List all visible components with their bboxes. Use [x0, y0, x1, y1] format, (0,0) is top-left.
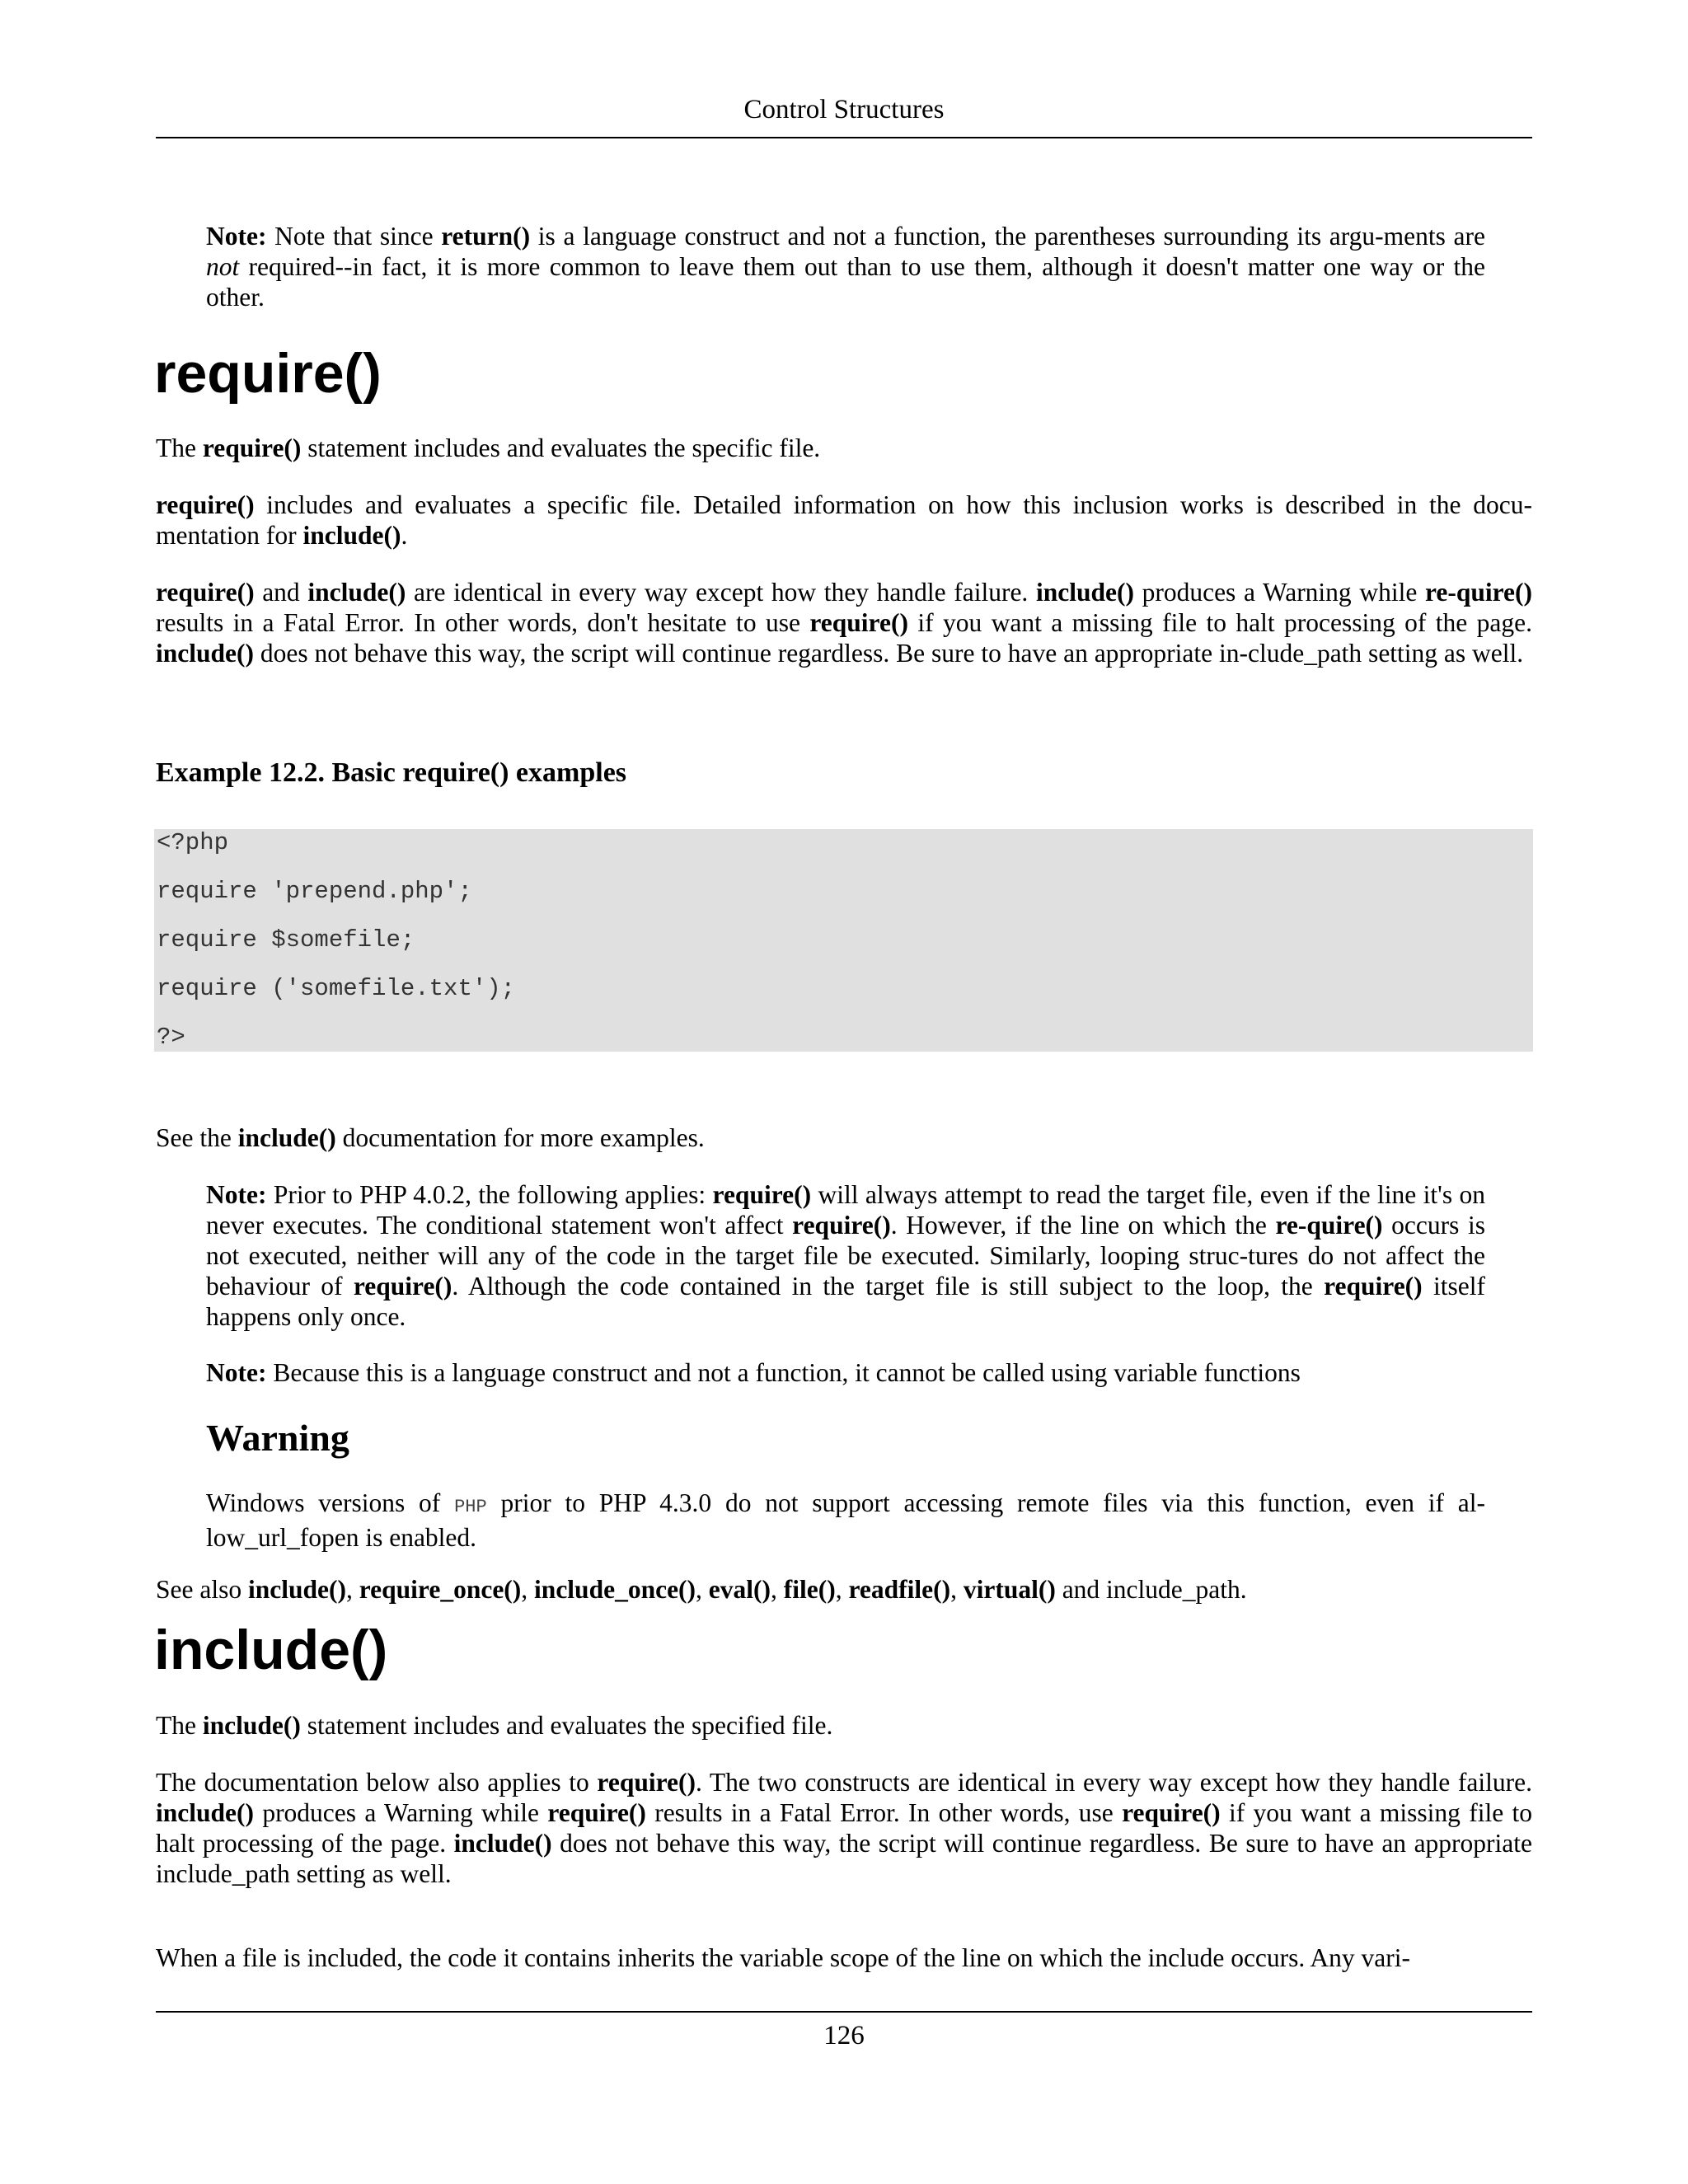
section-title-include: include() — [154, 1619, 388, 1681]
require-paragraph-2: require() includes and evaluates a specific file. Detailed information on how this inclusion works is described in the docu-mentation for include(). — [156, 490, 1532, 550]
require-paragraph-3: require() and include() are identical in every way except how they handle failure. include() produces a Warning while re-quire() results in a Fatal Error. In other words, don't hesitate to use require() if you want a missing file to halt processing of the page. include() does not behave this way, the script will continue regardless. Be sure to have an appropriate in-clude_path setting as well. — [156, 578, 1532, 668]
example-title: Example 12.2. Basic require() examples — [156, 757, 627, 788]
include-intro: The include() statement includes and evaluates the specified file. — [156, 1711, 833, 1740]
warning-title: Warning — [206, 1417, 349, 1459]
include-paragraph-3: When a file is included, the code it contains inherits the variable scope of the line on which the include occurs. Any vari- — [156, 1943, 1411, 1972]
see-also: See also include(), require_once(), include_once(), eval(), file(), readfile(), virtual() and include_path. — [156, 1575, 1247, 1604]
code-line: <?php — [157, 829, 229, 856]
note-label: Note: — [206, 1180, 267, 1209]
header-rule — [156, 137, 1532, 138]
code-line: require ('somefile.txt'); — [157, 975, 516, 1002]
code-line: require 'prepend.php'; — [157, 878, 472, 905]
footer-rule — [156, 2011, 1532, 2013]
code-example — [154, 829, 1533, 1052]
note-language-construct: Note: Because this is a language construct and not a function, it cannot be called using variable functions — [206, 1358, 1301, 1387]
code-line: ?> — [157, 1024, 185, 1051]
note-return: Note: Note that since return() is a language construct and not a function, the parentheses surrounding its argu-ments are not required--in fact, it is more common to leave them out than to use them, although it doesn't matter one way or the other. — [206, 222, 1485, 312]
include-paragraph-2: The documentation below also applies to require(). The two constructs are identical in every way except how they handle failure. include() produces a Warning while require() results in a Fatal Error. In other words, use require() if you want a missing file to halt processing of the page. include() does not behave this way, the script will continue regardless. Be sure to have an appropriate include_path setting as well. — [156, 1768, 1532, 1888]
warning-text: Windows versions of PHP prior to PHP 4.3.0 do not support accessing remote files via this function, even if al-low_url_fopen is enabled. — [206, 1488, 1485, 1552]
section-title-require: require() — [154, 342, 382, 405]
see-include-docs: See the include() documentation for more examples. — [156, 1123, 705, 1152]
page-number: 126 — [823, 2021, 865, 2050]
require-intro: The require() statement includes and evaluates the specific file. — [156, 434, 821, 462]
note-php-402: Note: Prior to PHP 4.0.2, the following applies: require() will always attempt to read the target file, even if the line it's on never executes. The conditional statement won't affect require(). However, if the line on which the re-quire() occurs is not executed, neither will any of the code in the target file be executed. Similarly, looping struc-tures do not affect the behaviour of require(). Although the code contained in the target file is still subject to the loop, the require() itself happens only once. — [206, 1180, 1485, 1331]
note-label: Note: — [206, 1358, 267, 1387]
running-header: Control Structures — [743, 95, 945, 124]
code-line: require $somefile; — [157, 926, 415, 954]
note-label: Note: — [206, 222, 267, 251]
